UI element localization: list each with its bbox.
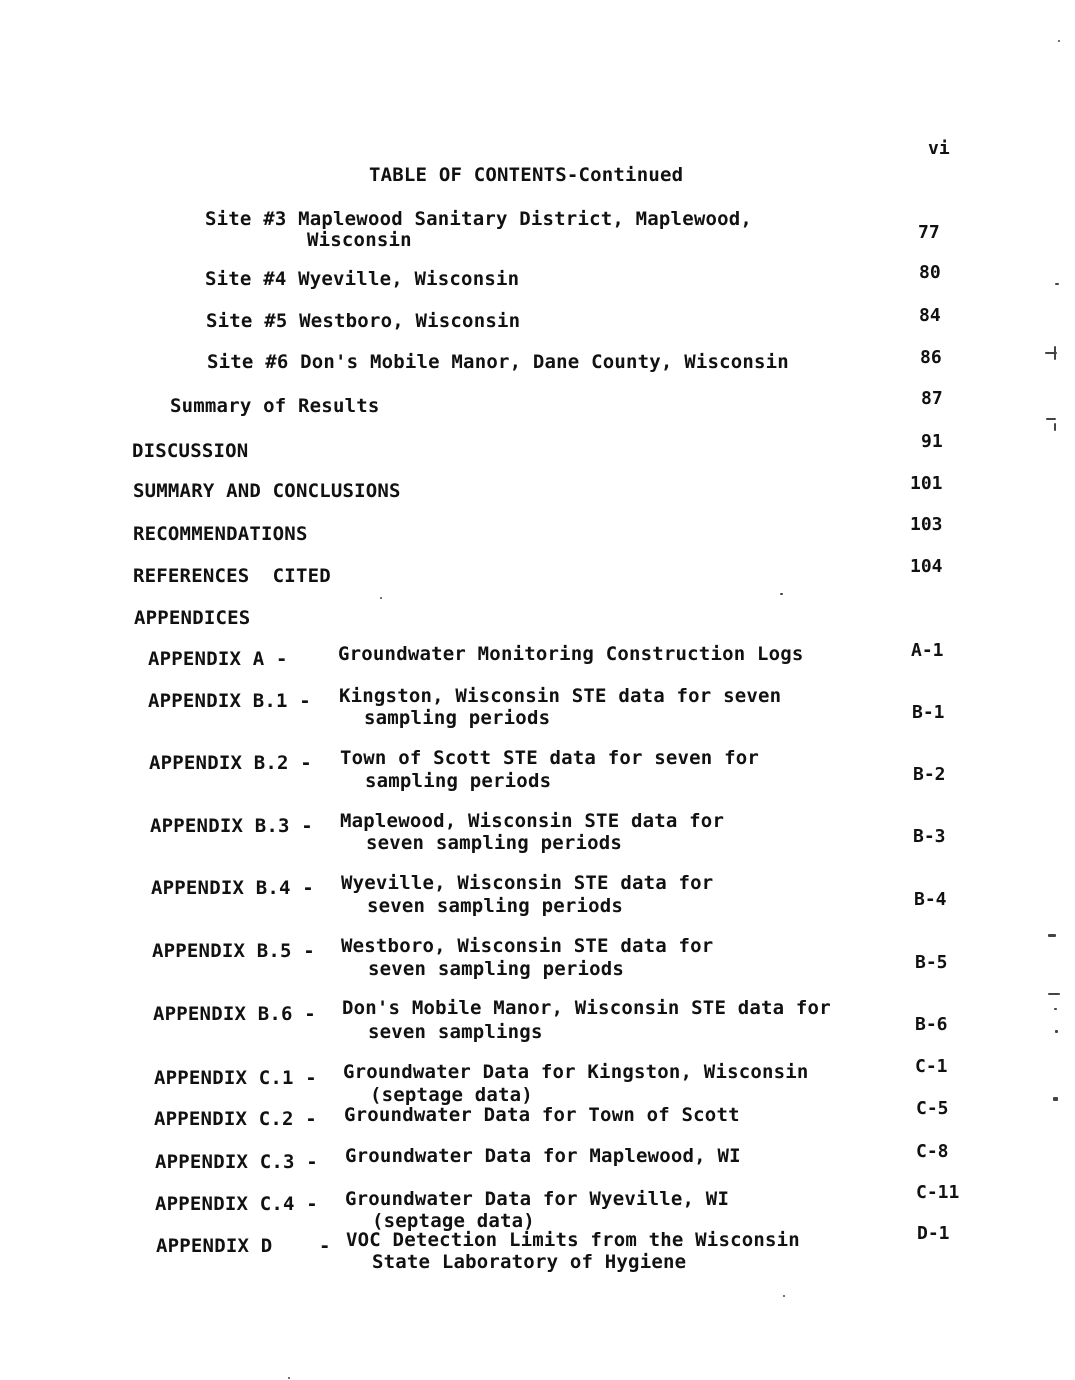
appendix-page: A-1 xyxy=(911,640,944,661)
appendix-id: APPENDIX C.3 - xyxy=(155,1151,318,1173)
toc-entry-recommendations: RECOMMENDATIONS xyxy=(133,523,308,545)
appendix-id: APPENDIX B.5 - xyxy=(152,940,315,962)
toc-entry-site6: Site #6 Don's Mobile Manor, Dane County, Wisconsin xyxy=(207,351,789,373)
appendix-title: Town of Scott STE data for seven for xyxy=(340,747,760,769)
toc-entry-appendices: APPENDICES xyxy=(134,607,251,629)
appendix-title: Kingston, Wisconsin STE data for seven xyxy=(339,685,782,707)
page-number: vi xyxy=(928,138,950,159)
scan-speck xyxy=(380,597,382,599)
appendix-title-cont: (septage data) xyxy=(370,1084,533,1106)
appendix-id: APPENDIX B.4 - xyxy=(151,877,314,899)
appendix-id: APPENDIX B.1 - xyxy=(148,690,311,712)
toc-page: 77 xyxy=(918,222,940,243)
appendix-title: Westboro, Wisconsin STE data for xyxy=(341,935,714,957)
appendix-title-cont: sampling periods xyxy=(364,707,551,729)
appendix-title: Wyeville, Wisconsin STE data for xyxy=(341,872,714,894)
appendix-page: B-5 xyxy=(915,952,948,973)
appendix-id: APPENDIX D - xyxy=(156,1235,331,1257)
appendix-id: APPENDIX B.6 - xyxy=(153,1003,316,1025)
appendix-page: B-3 xyxy=(913,826,946,847)
appendix-page: B-4 xyxy=(914,889,947,910)
toc-entry-site4: Site #4 Wyeville, Wisconsin xyxy=(205,268,520,290)
appendix-title: VOC Detection Limits from the Wisconsin xyxy=(346,1229,800,1251)
appendix-page: C-8 xyxy=(916,1141,949,1162)
appendix-page: B-6 xyxy=(915,1014,948,1035)
toc-entry-summary-results: Summary of Results xyxy=(170,395,380,417)
appendix-id: APPENDIX C.2 - xyxy=(154,1108,317,1130)
toc-entry-summary-conclusions: SUMMARY AND CONCLUSIONS xyxy=(133,480,401,502)
scan-speck xyxy=(288,1377,290,1379)
scan-speck xyxy=(1048,993,1060,995)
appendix-title: Groundwater Data for Kingston, Wisconsin xyxy=(343,1061,809,1083)
toc-entry-site5: Site #5 Westboro, Wisconsin xyxy=(206,310,521,332)
appendix-title-cont: seven sampling periods xyxy=(367,895,624,917)
scan-speck xyxy=(780,593,783,595)
toc-page: 80 xyxy=(919,262,941,283)
scan-speck xyxy=(1054,423,1056,431)
toc-page: 103 xyxy=(910,514,943,535)
appendix-title: Maplewood, Wisconsin STE data for xyxy=(340,810,725,832)
appendix-id: APPENDIX A - xyxy=(148,648,288,670)
scan-speck xyxy=(1054,346,1056,360)
toc-entry-site3-cont: Wisconsin xyxy=(307,229,412,251)
scan-speck xyxy=(783,1295,785,1297)
appendix-id: APPENDIX B.3 - xyxy=(150,815,313,837)
scan-speck xyxy=(1048,934,1056,937)
appendix-title-cont: seven samplings xyxy=(368,1021,543,1043)
appendix-title: Don's Mobile Manor, Wisconsin STE data for xyxy=(342,997,831,1019)
toc-entry-discussion: DISCUSSION xyxy=(132,440,249,462)
appendix-title-cont: sampling periods xyxy=(365,770,552,792)
toc-entry-site3: Site #3 Maplewood Sanitary District, Maplewood, xyxy=(205,208,753,230)
appendix-title-cont: State Laboratory of Hygiene xyxy=(372,1251,687,1273)
appendix-title-cont: seven sampling periods xyxy=(368,958,625,980)
appendix-title: Groundwater Data for Town of Scott xyxy=(344,1104,740,1126)
appendix-title: Groundwater Data for Maplewood, WI xyxy=(345,1145,741,1167)
appendix-title: Groundwater Monitoring Construction Logs xyxy=(338,643,804,665)
toc-page: 91 xyxy=(921,431,943,452)
appendix-title-cont: seven sampling periods xyxy=(366,832,623,854)
scan-speck xyxy=(1055,283,1059,285)
appendix-page: C-11 xyxy=(916,1182,960,1203)
appendix-page: B-1 xyxy=(912,702,945,723)
toc-entry-references: REFERENCES CITED xyxy=(133,565,331,587)
appendix-id: APPENDIX C.4 - xyxy=(155,1193,318,1215)
toc-page: 104 xyxy=(910,556,943,577)
toc-page: 86 xyxy=(920,347,942,368)
appendix-page: D-1 xyxy=(917,1223,950,1244)
appendix-title-cont: (septage data) xyxy=(372,1210,535,1232)
appendix-page: C-5 xyxy=(916,1098,949,1119)
appendix-id: APPENDIX B.2 - xyxy=(149,752,312,774)
toc-page: 101 xyxy=(910,473,943,494)
scan-speck xyxy=(1053,1097,1058,1101)
toc-page: 84 xyxy=(919,305,941,326)
appendix-id: APPENDIX C.1 - xyxy=(154,1067,317,1089)
appendix-page: B-2 xyxy=(913,764,946,785)
appendix-title: Groundwater Data for Wyeville, WI xyxy=(345,1188,730,1210)
scan-speck xyxy=(1046,418,1056,420)
scan-speck xyxy=(1054,1008,1057,1010)
page-title: TABLE OF CONTENTS-Continued xyxy=(369,164,684,186)
appendix-page: C-1 xyxy=(915,1056,948,1077)
toc-page: 87 xyxy=(921,388,943,409)
scan-speck xyxy=(1055,1030,1058,1033)
scan-speck xyxy=(1058,40,1060,42)
